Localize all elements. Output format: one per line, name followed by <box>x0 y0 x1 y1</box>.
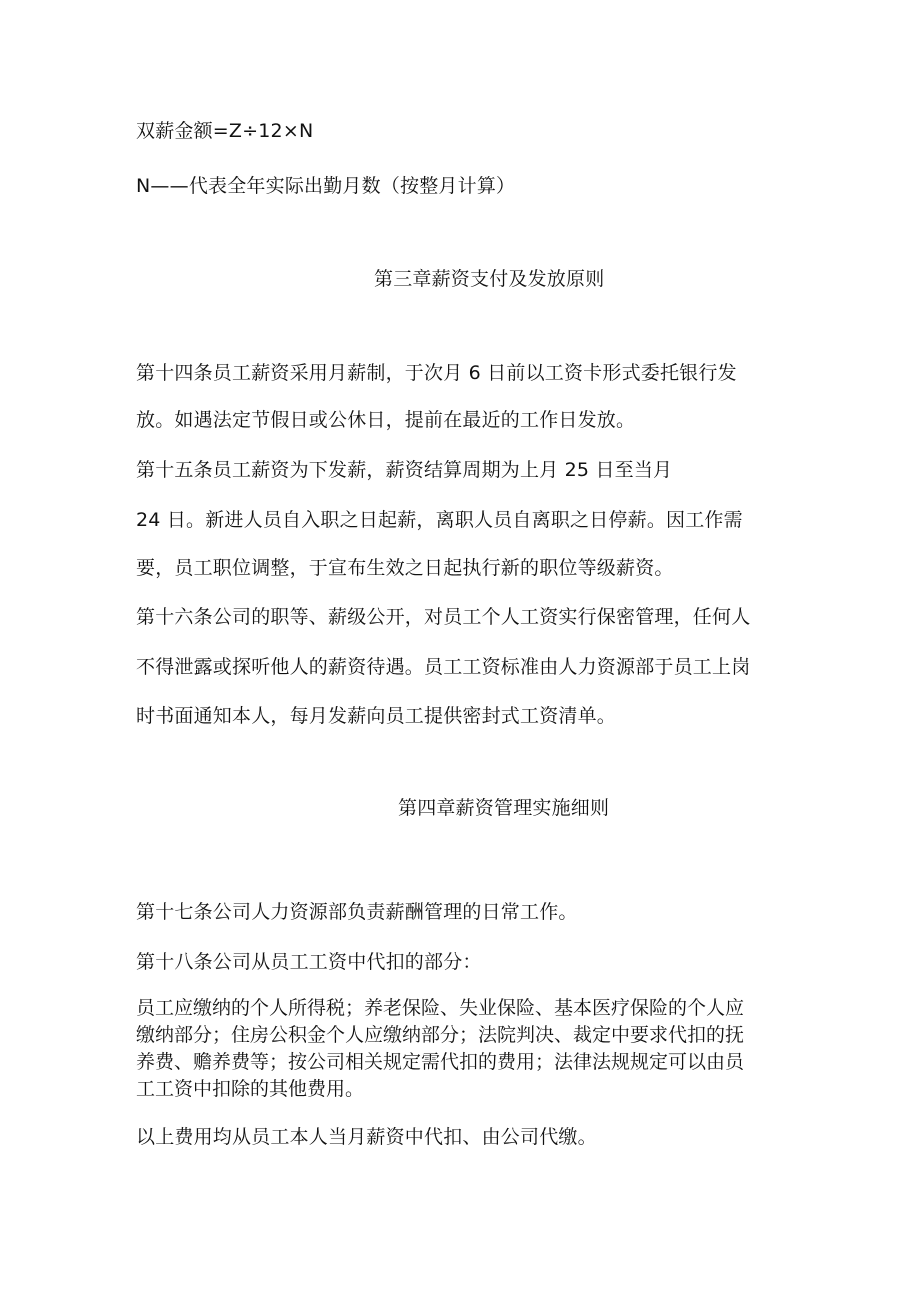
article-18: 第十八条公司从员工工资中代扣的部分： <box>136 951 482 973</box>
chapter-4-title: 第四章薪资管理实施细则 <box>398 797 610 819</box>
deduction-line-2: 缴纳部分；住房公积金个人应缴纳部分；法院判决、裁定中要求代扣的抚 <box>136 1024 745 1046</box>
article-15-line-3: 要，员工职位调整，于宣布生效之日起执行新的职位等级薪资。 <box>136 557 674 579</box>
article-17: 第十七条公司人力资源部负责薪酬管理的日常工作。 <box>136 901 578 923</box>
article-14-line-2: 放。如遇法定节假日或公休日，提前在最近的工作日发放。 <box>136 409 636 431</box>
article-15-line-2: 24 日。新进人员自入职之日起薪，离职人员自离职之日停薪。因工作需 <box>136 509 743 531</box>
formula-line: 双薪金额=Z÷12×N <box>136 120 314 142</box>
article-16-line-1: 第十六条公司的职等、薪级公开，对员工个人工资实行保密管理，任何人 <box>136 606 751 628</box>
article-15-line-1: 第十五条员工薪资为下发薪，薪资结算周期为上月 25 日至当月 <box>136 459 673 481</box>
deduction-line-4: 工工资中扣除的其他费用。 <box>136 1078 365 1100</box>
deduction-line-3: 养费、赡养费等；按公司相关规定需代扣的费用；法律法规规定可以由员 <box>136 1051 745 1073</box>
article-16-line-2: 不得泄露或探听他人的薪资待遇。员工工资标准由人力资源部于员工上岗 <box>136 656 751 678</box>
article-14-line-1: 第十四条员工薪资采用月薪制，于次月 6 日前以工资卡形式委托银行发 <box>136 362 737 384</box>
chapter-3-title: 第三章薪资支付及发放原则 <box>374 268 605 290</box>
formula-definition: N——代表全年实际出勤月数（按整月计算） <box>136 175 516 197</box>
closing-note: 以上费用均从员工本人当月薪资中代扣、由公司代缴。 <box>136 1126 597 1148</box>
deduction-list <box>136 995 796 1103</box>
article-16-line-3: 时书面通知本人，每月发薪向员工提供密封式工资清单。 <box>136 705 617 727</box>
deduction-line-1: 员工应缴纳的个人所得税；养老保险、失业保险、基本医疗保险的个人应 <box>136 997 745 1019</box>
